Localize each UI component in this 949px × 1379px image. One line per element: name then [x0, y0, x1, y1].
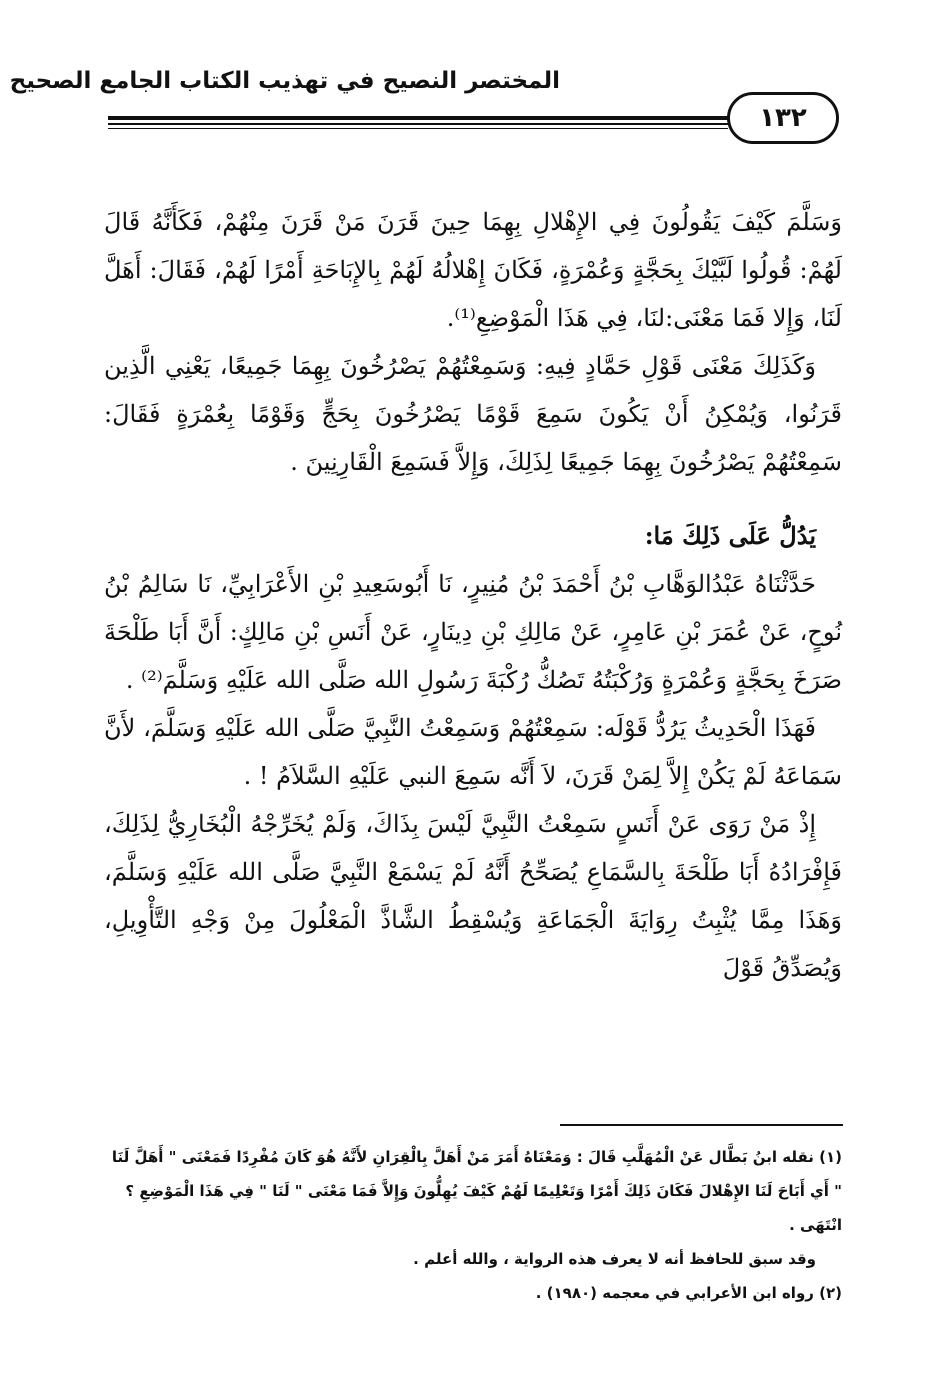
footnote-2: (٢) رواه ابن الأعرابي في معجمه (١٩٨٠) . [535, 1284, 842, 1302]
footnotes [104, 1140, 842, 1310]
section-heading: يَدُلُّ عَلَى ذَلِكَ مَا: [644, 521, 816, 550]
footnote-1: (١) نقله ابنُ بَطَّال عَنْ الْمُهَلَّبِ قَالَ : وَمَعْنَاهُ أَمَرَ مَنْ أَهَلَّ بِالْقِرَانِ لأَنَّهُ هُوَ كَانَ مُفْرِدًا فَمَعْنَى " أَهَلَّ لَنَا " أَي أَبَاحَ لَنَا الإِهْلالَ فَكَانَ ذَلِكَ أَمْرًا وَتَعْلِيمًا لَهُمْ كَيْفَ يُهِلُّونَ وَإِلاَّ فَمَا مَعْنَى " لَنَا " فِي هَذَا الْمَوْضِعِ ؟ انْتَهَى . [111, 1148, 842, 1234]
header-rule [108, 128, 728, 129]
footnote-separator [560, 1124, 843, 1126]
main-text [104, 198, 842, 992]
page-number: ١٣٢ [727, 92, 839, 144]
paragraph: وَسَلَّمَ كَيْفَ يَقُولُونَ فِي الإِهْلالِ بِهِمَا حِينَ قَرَنَ مَنْ قَرَنَ مِنْهُمْ، فَكَأَنَّهُ قَالَ لَهُمْ: قُولُوا لَبَّيْكَ بِحَجَّةٍ وَعُمْرَةٍ، فَكَانَ إِهْلالُهُ لَهُمْ بِالإِبَاحَةِ أَمْرًا لَهُمْ، فَقَالَ: أَهَلَّ لَنَا، وَإِلا فَمَا مَعْنَى:لنَا، فِي هَذَا الْمَوْضِعِ⁽¹⁾. [104, 208, 842, 332]
header-rule [108, 123, 728, 125]
paragraph: فَهَذَا الْحَدِيثُ يَرُدُّ قَوْلَه: سَمِعْتُهُمْ وَسَمِعْتُ النَّبِيَّ صَلَّى الله عَلَيْهِ وَسَلَّمَ، لأَنَّ سَمَاعَهُ لَمْ يَكُنْ إِلاَّ لِمَنْ قَرَنَ، لاَ أَنَّه سَمِعَ النبي عَلَيْهِ السَّلاَمُ ! . [104, 714, 842, 790]
paragraph: وَكَذَلِكَ مَعْنَى قَوْلِ حَمَّادٍ فِيهِ: وَسَمِعْتُهُمْ يَصْرُخُونَ بِهِمَا جَمِيعًا، يَعْنِي الَّذِين قَرَنُوا، وَيُمْكِنُ أَنْ يَكُونَ سَمِعَ قَوْمًا يَصْرُخُونَ بِحَجٍّ وَقَوْمًا بِعُمْرَةٍ فَقَالَ: سَمِعْتُهُمْ يَصْرُخُونَ بِهِمَا جَمِيعًا لِذَلِكَ، وَإِلاَّ فَسَمِعَ الْقَارِنِينَ . [104, 352, 842, 476]
footnote-1-continuation: وقد سبق للحافظ أنه لا يعرف هذه الرواية ، والله أعلم . [413, 1250, 816, 1268]
header-rule [108, 116, 728, 120]
paragraph: إِذْ مَنْ رَوَى عَنْ أَنَسٍ سَمِعْتُ النَّبِيَّ لَيْسَ بِذَاكَ، وَلَمْ يُخَرِّجْهُ الْبُخَارِيُّ لِذَلِكَ، فَإِفْرَادُهُ أَبَا طَلْحَةَ بِالسَّمَاعِ يُصَحِّحُ أَنَّهُ لَمْ يَسْمَعْ النَّبِيَّ صَلَّى الله عَلَيْهِ وَسَلَّمَ، وَهَذَا مِمَّا يُثْبِتُ رِوَايَةَ الْجَمَاعَةِ وَيُسْقِطُ الشَّاذَّ الْمَعْلُولَ مِنْ وَجْهِ التَّأْوِيلِ، وَيُصَدِّقُ قَوْلَ [104, 810, 842, 982]
running-header-title: المختصر النصيح في تهذيب الكتاب الجامع الصحيح [9, 68, 560, 94]
paragraph: حَدَّثْنَاهُ عَبْدُالوَهَّابِ بْنُ أَحْمَدَ بْنُ مُنِيرٍ، نَا أَبُوسَعِيدِ بْنِ الأَعْرَابِيِّ، نَا سَالِمُ بْنُ نُوحٍ، عَنْ عُمَرَ بْنِ عَامِرٍ، عَنْ مَالِكِ بْنِ دِينَارٍ، عَنْ أَنَسِ بْنِ مَالِكٍ: أَنَّ أَبَا طَلْحَةَ صَرَخَ بِحَجَّةٍ وَعُمْرَةٍ وَرُكْبَتُهُ تَصُكُّ رُكْبَةَ رَسُولِ الله صَلَّى الله عَلَيْهِ وَسَلَّمَ⁽²⁾ . [104, 570, 842, 694]
